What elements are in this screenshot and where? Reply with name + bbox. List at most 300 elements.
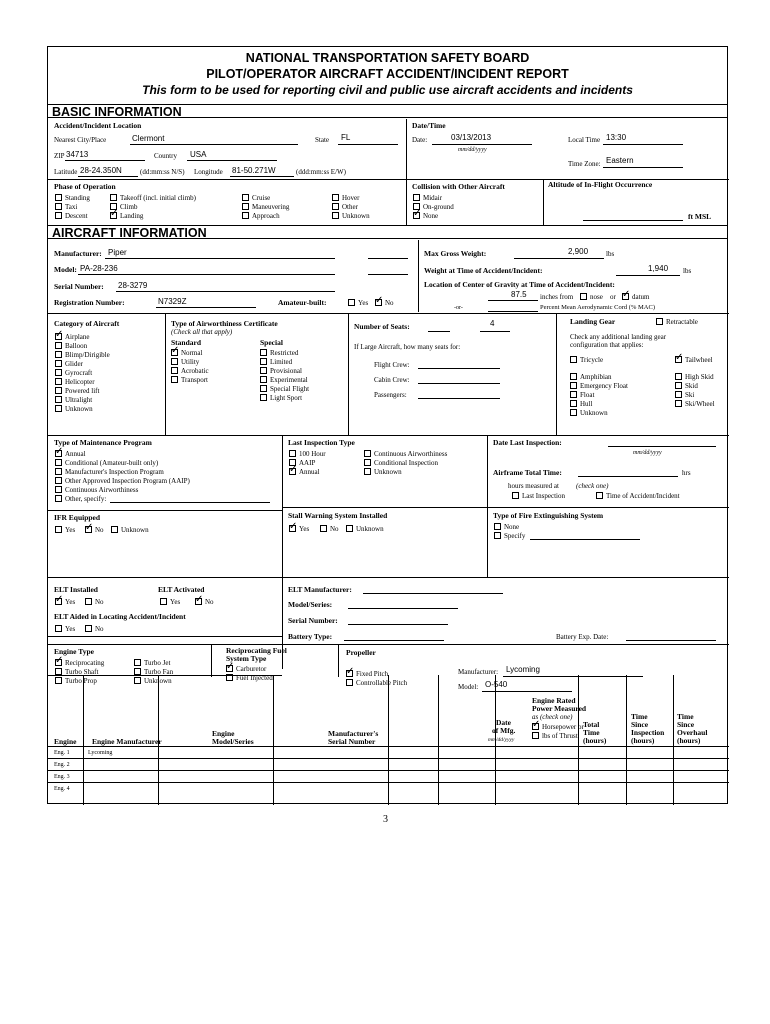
gear-retractable-label: Retractable xyxy=(666,318,698,326)
altitude-title: Altitude of In-Flight Occurrence xyxy=(548,180,653,189)
elt-aided-no-checkbox[interactable] xyxy=(85,625,92,632)
engine-turbo-shaft-label: Turbo Shaft xyxy=(65,668,99,676)
engine-manufacturer-label: Manufacturer: xyxy=(458,668,499,676)
gear-retractable-checkbox[interactable] xyxy=(656,318,663,325)
stall-warning-title: Stall Warning System Installed xyxy=(288,511,388,520)
table-col-date-line3: mm/dd/yyyy xyxy=(488,737,515,743)
table-col-total-line3: (hours) xyxy=(583,736,607,745)
table-row: Eng. 2 xyxy=(54,762,70,768)
maint-conditional-label: Conditional (Amateur-built only) xyxy=(65,459,159,467)
fire-none-checkbox[interactable] xyxy=(494,523,501,530)
table-row: Eng. 4 xyxy=(54,786,70,792)
longitude-unit: (ddd:mm:ss E/W) xyxy=(296,168,346,176)
model-value[interactable]: PA-28-236 xyxy=(80,264,118,273)
gear-high-skid-label: High Skid xyxy=(685,373,714,381)
special-label: Special xyxy=(260,338,283,347)
page-number: 3 xyxy=(383,814,388,825)
basic-information-header: BASIC INFORMATION xyxy=(48,104,727,118)
longitude-label: Longitude xyxy=(194,168,223,176)
gear-ski-label: Ski xyxy=(685,391,695,399)
phase-approach-checkbox[interactable] xyxy=(242,212,249,219)
table-col-model-line1: Engine xyxy=(212,729,235,738)
maint-manufacturer-label: Manufacturer's Inspection Program xyxy=(65,468,164,476)
special-experimental-checkbox[interactable] xyxy=(260,376,267,383)
phase-takeoff-label: Takeoff (incl. initial climb) xyxy=(120,194,196,202)
table-col-insp-line3: Inspection xyxy=(631,728,665,737)
propeller-title: Propeller xyxy=(346,648,376,657)
elt-installed-title: ELT Installed xyxy=(54,585,98,594)
measured-last-inspection-checkbox[interactable] xyxy=(512,492,519,499)
gear-emergency-float-label: Emergency Float xyxy=(580,382,628,390)
phase-standing-label: Standing xyxy=(65,194,90,202)
standard-label: Standard xyxy=(171,338,202,347)
amateur-label: Amateur-built: xyxy=(278,298,327,307)
phase-other-checkbox[interactable] xyxy=(332,203,339,210)
ifr-title: IFR Equipped xyxy=(54,513,101,522)
amateur-no-label: No xyxy=(385,299,394,307)
zip-label: ZIP xyxy=(54,152,65,160)
fire-specify-label: Specify xyxy=(504,532,526,540)
altitude-unit: ft MSL xyxy=(688,212,712,221)
measured-time-of-accident-label: Time of Accident/Incident xyxy=(606,492,680,500)
timezone-value[interactable]: Eastern xyxy=(606,156,634,165)
power-thrust-checkbox[interactable] xyxy=(532,732,539,739)
fuel-carburetor-checkbox[interactable] xyxy=(226,665,233,672)
category-balloon-label: Balloon xyxy=(65,342,88,350)
passengers-label: Passengers: xyxy=(374,391,407,399)
phase-other-label: Other xyxy=(342,203,358,211)
seats-value[interactable]: 4 xyxy=(490,319,495,328)
gear-skid-checkbox[interactable] xyxy=(675,382,682,389)
form-title: PILOT/OPERATOR AIRCRAFT ACCIDENT/INCIDENT REPORT xyxy=(206,67,569,81)
latitude-unit: (dd:mm:ss N/S) xyxy=(140,168,185,176)
special-experimental-label: Experimental xyxy=(270,376,308,384)
local-time-value[interactable]: 13:30 xyxy=(606,133,627,142)
local-time-label: Local Time xyxy=(568,136,601,144)
agency-title: NATIONAL TRANSPORTATION SAFETY BOARD xyxy=(245,51,530,65)
standard-utility-checkbox[interactable] xyxy=(171,358,178,365)
last-insp-continuous-label: Continuous Airworthiness xyxy=(374,450,448,458)
cg-nose-checkbox[interactable] xyxy=(580,293,587,300)
last-insp-annual-checkbox[interactable] xyxy=(289,468,296,475)
flight-crew-label: Flight Crew: xyxy=(374,361,410,369)
table-col-date-line2: of Mfg. xyxy=(492,726,516,735)
gear-hull-label: Hull xyxy=(580,400,593,408)
category-powered-lift-label: Powered lift xyxy=(65,387,100,395)
gear-tailwheel-label: Tailwheel xyxy=(685,356,713,364)
cg-datum-label: datum xyxy=(632,293,650,301)
state-value[interactable]: FL xyxy=(341,133,351,142)
maint-manufacturer-checkbox[interactable] xyxy=(55,468,62,475)
engine-reciprocating-label: Reciprocating xyxy=(65,659,105,667)
table-col-engine: Engine xyxy=(54,737,77,746)
phase-cruise-checkbox[interactable] xyxy=(242,194,249,201)
special-limited-checkbox[interactable] xyxy=(260,358,267,365)
category-powered-lift-checkbox[interactable] xyxy=(55,387,62,394)
ifr-yes-checkbox[interactable] xyxy=(55,526,62,533)
ifr-unknown-checkbox[interactable] xyxy=(111,526,118,533)
table-col-total-line1: Total xyxy=(583,720,600,729)
phase-standing-checkbox[interactable] xyxy=(55,194,62,201)
hours-measured-note: (check one) xyxy=(576,482,609,490)
ifr-no-label: No xyxy=(95,526,104,534)
maint-continuous-label: Continuous Airworthiness xyxy=(65,486,139,494)
category-gyrocraft-label: Gyrocraft xyxy=(65,369,93,377)
gear-unknown-label: Unknown xyxy=(580,409,608,417)
country-value[interactable]: USA xyxy=(190,150,207,159)
model-label: Model: xyxy=(54,265,77,274)
special-provisional-label: Provisional xyxy=(270,367,302,375)
category-airplane-label: Airplane xyxy=(65,333,90,341)
table-col-ovh-line2: Since xyxy=(677,720,695,729)
gear-amphibian-checkbox[interactable] xyxy=(570,373,577,380)
maint-conditional-checkbox[interactable] xyxy=(55,459,62,466)
fuel-injected-label: Fuel Injected xyxy=(236,674,273,682)
maint-other-checkbox[interactable] xyxy=(55,495,62,502)
maint-approved-label: Other Approved Inspection Program (AAIP) xyxy=(65,477,190,485)
country-label: Country xyxy=(154,152,177,160)
airworthiness-title: Type of Airworthiness Certificate xyxy=(171,319,278,328)
hours-measured-label: hours measured at xyxy=(508,482,559,490)
last-inspection-title: Last Inspection Type xyxy=(288,438,355,447)
table-col-ovh-line1: Time xyxy=(677,712,694,721)
cg-mac-label: Percent Mean Aerodynamic Cord (% MAC) xyxy=(540,304,655,311)
collision-none-label: None xyxy=(423,212,439,220)
phase-title: Phase of Operation xyxy=(54,182,116,191)
collision-none-checkbox[interactable] xyxy=(413,212,420,219)
stall-yes-checkbox[interactable] xyxy=(289,525,296,532)
phase-landing-label: Landing xyxy=(120,212,144,220)
ifr-unknown-label: Unknown xyxy=(121,526,149,534)
table-col-serial-line1: Manufacturer's xyxy=(328,729,379,738)
fuel-system-title2: System Type xyxy=(226,654,267,663)
date-format: mm/dd/yyyy xyxy=(458,147,487,153)
last-insp-annual-label: Annual xyxy=(299,468,320,476)
phase-maneuvering-label: Maneuvering xyxy=(252,203,290,211)
engine-reciprocating-checkbox[interactable] xyxy=(55,659,62,666)
last-insp-conditional-label: Conditional Inspection xyxy=(374,459,438,467)
special-limited-label: Limited xyxy=(270,358,293,366)
large-aircraft-note: If Large Aircraft, how many seats for: xyxy=(354,343,461,351)
fire-system-title: Type of Fire Extinguishing System xyxy=(493,511,604,520)
cg-inches-label: inches from xyxy=(540,293,574,301)
ifr-no-checkbox[interactable] xyxy=(85,526,92,533)
category-helicopter-label: Helicopter xyxy=(65,378,95,386)
airframe-hours-unit: hrs xyxy=(682,469,691,477)
max-gross-label: Max Gross Weight: xyxy=(424,249,487,258)
fire-specify-checkbox[interactable] xyxy=(494,532,501,539)
table-col-insp-line4: (hours) xyxy=(631,736,655,745)
phase-descent-label: Descent xyxy=(65,212,88,220)
serial-value[interactable]: 28-3279 xyxy=(118,281,148,290)
fuel-carburetor-label: Carburetor xyxy=(236,665,267,673)
gear-tricycle-checkbox[interactable] xyxy=(570,356,577,363)
city-value[interactable]: Clermont xyxy=(132,134,165,143)
table-col-insp-line2: Since xyxy=(631,720,649,729)
cg-or-label: or xyxy=(610,293,616,301)
gear-note-line2: configuration that applies: xyxy=(570,341,644,349)
gear-note-line1: Check any additional landing gear xyxy=(570,333,667,341)
fire-none-label: None xyxy=(504,523,520,531)
state-label: State xyxy=(315,136,329,144)
engine-turbo-jet-label: Turbo Jet xyxy=(144,659,171,667)
special-restricted-label: Restricted xyxy=(270,349,299,357)
elt-activated-yes-checkbox[interactable] xyxy=(160,598,167,605)
collision-midair-checkbox[interactable] xyxy=(413,194,420,201)
table-col-power-line2: Power Measured xyxy=(532,704,587,713)
category-blimp-label: Blimp/Dirigible xyxy=(65,351,110,359)
stall-unknown-checkbox[interactable] xyxy=(346,525,353,532)
gear-high-skid-checkbox[interactable] xyxy=(675,373,682,380)
phase-unknown-checkbox[interactable] xyxy=(332,212,339,219)
registration-label: Registration Number: xyxy=(54,298,125,307)
phase-climb-label: Climb xyxy=(120,203,138,211)
elt-activated-no-checkbox[interactable] xyxy=(195,598,202,605)
gear-skid-label: Skid xyxy=(685,382,698,390)
standard-normal-label: Normal xyxy=(181,349,203,357)
engine-turbo-fan-label: Turbo Fan xyxy=(144,668,174,676)
table-col-ovh-line3: Overhaul xyxy=(677,728,708,737)
cabin-crew-label: Cabin Crew: xyxy=(374,376,410,384)
elt-model-label: Model/Series: xyxy=(288,600,333,609)
gear-ski-wheel-label: Ski/Wheel xyxy=(685,400,715,408)
gear-tricycle-label: Tricycle xyxy=(580,356,604,364)
phase-hover-checkbox[interactable] xyxy=(332,194,339,201)
cg-value[interactable]: 87.5 xyxy=(511,290,527,299)
maint-annual-checkbox[interactable] xyxy=(55,450,62,457)
stall-no-label: No xyxy=(330,525,339,533)
gear-ski-wheel-checkbox[interactable] xyxy=(675,400,682,407)
datetime-title: Date/Time xyxy=(412,121,446,130)
category-glider-checkbox[interactable] xyxy=(55,360,62,367)
engine-type-title: Engine Type xyxy=(54,647,94,656)
last-insp-unknown-checkbox[interactable] xyxy=(364,468,371,475)
amateur-yes-label: Yes xyxy=(358,299,369,307)
gear-hull-checkbox[interactable] xyxy=(570,400,577,407)
table-col-manufacturer: Engine Manufacturer xyxy=(92,737,162,746)
elt-battery-label: Battery Type: xyxy=(288,632,333,641)
max-gross-unit: lbs xyxy=(606,250,615,258)
elt-installed-yes-label: Yes xyxy=(65,598,76,606)
zip-value[interactable]: 34713 xyxy=(66,150,89,159)
standard-utility-label: Utility xyxy=(181,358,200,366)
latitude-label: Latitude xyxy=(54,168,78,176)
date-last-inspection-label: Date Last Inspection: xyxy=(493,438,562,447)
table-col-power-line3: as (check one) xyxy=(532,713,573,721)
special-flight-checkbox[interactable] xyxy=(260,385,267,392)
weight-value[interactable]: 1,940 xyxy=(648,264,669,273)
engine-unknown-checkbox[interactable] xyxy=(134,677,141,684)
engine-unknown-label: Unknown xyxy=(144,677,172,685)
phase-descent-checkbox[interactable] xyxy=(55,212,62,219)
power-horsepower-checkbox[interactable] xyxy=(532,723,539,730)
gear-float-checkbox[interactable] xyxy=(570,391,577,398)
manufacturer-value[interactable]: Piper xyxy=(108,248,127,257)
last-insp-100hour-label: 100 Hour xyxy=(299,450,326,458)
engine-model-label: Model: xyxy=(458,683,479,691)
stall-unknown-label: Unknown xyxy=(356,525,384,533)
phase-maneuvering-checkbox[interactable] xyxy=(242,203,249,210)
weight-label: Weight at Time of Accident/Incident: xyxy=(424,266,543,275)
engine-turbo-jet-checkbox[interactable] xyxy=(134,659,141,666)
table-col-power-line5: lbs of Thrust xyxy=(542,732,578,740)
category-helicopter-checkbox[interactable] xyxy=(55,378,62,385)
landing-gear-title: Landing Gear xyxy=(570,317,616,326)
max-gross-value[interactable]: 2,900 xyxy=(568,247,589,256)
table-cell-manufacturer[interactable]: Lycoming xyxy=(88,750,113,756)
amateur-yes-checkbox[interactable] xyxy=(348,299,355,306)
table-col-power-line4: Horsepower or xyxy=(542,723,584,731)
table-row: Eng. 3 xyxy=(54,774,70,780)
gear-tailwheel-checkbox[interactable] xyxy=(675,356,682,363)
category-ultralight-checkbox[interactable] xyxy=(55,396,62,403)
city-label: Nearest City/Place xyxy=(54,136,107,144)
special-light-sport-checkbox[interactable] xyxy=(260,394,267,401)
manufacturer-label: Manufacturer: xyxy=(54,249,102,258)
phase-approach-label: Approach xyxy=(252,212,280,220)
elt-installed-no-label: No xyxy=(95,598,104,606)
gear-ski-checkbox[interactable] xyxy=(675,391,682,398)
table-col-insp-line1: Time xyxy=(631,712,648,721)
table-col-model-line2: Model/Series xyxy=(212,737,254,746)
collision-midair-label: Midair xyxy=(423,194,443,202)
form-subtitle: This form to be used for reporting civil and public use aircraft accidents and incidents xyxy=(142,83,633,97)
maintenance-title: Type of Maintenance Program xyxy=(54,438,152,447)
elt-installed-yes-checkbox[interactable] xyxy=(55,598,62,605)
seats-title: Number of Seats: xyxy=(354,322,410,331)
engine-turbo-prop-checkbox[interactable] xyxy=(55,677,62,684)
amateur-no-checkbox[interactable] xyxy=(375,299,382,306)
phase-landing-checkbox[interactable] xyxy=(110,212,117,219)
last-insp-continuous-checkbox[interactable] xyxy=(364,450,371,457)
engine-manufacturer-value[interactable]: Lycoming xyxy=(506,665,540,674)
category-blimp-checkbox[interactable] xyxy=(55,351,62,358)
table-col-power-line1: Engine Rated xyxy=(532,696,576,705)
standard-acrobatic-label: Acrobatic xyxy=(181,367,209,375)
table-col-ovh-line4: (hours) xyxy=(677,736,701,745)
elt-aided-no-label: No xyxy=(95,625,104,633)
propeller-controllable-label: Controllable Pitch xyxy=(356,679,408,687)
gear-unknown-checkbox[interactable] xyxy=(570,409,577,416)
gear-emergency-float-checkbox[interactable] xyxy=(570,382,577,389)
elt-battery-exp-label: Battery Exp. Date: xyxy=(556,633,609,641)
weight-unit: lbs xyxy=(683,267,692,275)
special-flight-label: Special Flight xyxy=(270,385,310,393)
last-insp-aaip-label: AAIP xyxy=(299,459,316,467)
phase-taxi-checkbox[interactable] xyxy=(55,203,62,210)
propeller-controllable-checkbox[interactable] xyxy=(346,679,353,686)
cg-or2-label: -or- xyxy=(454,305,463,311)
last-insp-100hour-checkbox[interactable] xyxy=(289,450,296,457)
measured-time-of-accident-checkbox[interactable] xyxy=(596,492,603,499)
category-airplane-checkbox[interactable] xyxy=(55,333,62,340)
standard-acrobatic-checkbox[interactable] xyxy=(171,367,178,374)
maint-continuous-checkbox[interactable] xyxy=(55,486,62,493)
elt-aided-yes-label: Yes xyxy=(65,625,76,633)
category-ultralight-label: Ultralight xyxy=(65,396,93,404)
airworthiness-note: (Check all that apply) xyxy=(171,328,233,336)
accident-report-form xyxy=(47,46,728,804)
elt-activated-no-label: No xyxy=(205,598,214,606)
elt-aided-yes-checkbox[interactable] xyxy=(55,625,62,632)
gear-amphibian-label: Amphibian xyxy=(580,373,612,381)
location-title: Accident/Incident Location xyxy=(54,121,142,130)
collision-title: Collision with Other Aircraft xyxy=(412,182,505,191)
cg-label: Location of Center of Gravity at Time of Accident/Incident: xyxy=(424,280,615,289)
special-restricted-checkbox[interactable] xyxy=(260,349,267,356)
stall-no-checkbox[interactable] xyxy=(320,525,327,532)
engine-turbo-shaft-checkbox[interactable] xyxy=(55,668,62,675)
special-provisional-checkbox[interactable] xyxy=(260,367,267,374)
engine-turbo-fan-checkbox[interactable] xyxy=(134,668,141,675)
date-label: Date: xyxy=(412,136,428,144)
aircraft-information-header: AIRCRAFT INFORMATION xyxy=(48,225,727,239)
propeller-fixed-checkbox[interactable] xyxy=(346,670,353,677)
registration-value[interactable]: N7329Z xyxy=(158,297,187,306)
phase-hover-label: Hover xyxy=(342,194,360,202)
cg-datum-checkbox[interactable] xyxy=(622,293,629,300)
cg-nose-label: nose xyxy=(590,293,603,301)
phase-takeoff-checkbox[interactable] xyxy=(110,194,117,201)
maint-annual-label: Annual xyxy=(65,450,86,458)
category-balloon-checkbox[interactable] xyxy=(55,342,62,349)
date-last-inspection-format: mm/dd/yyyy xyxy=(633,450,662,456)
phase-taxi-label: Taxi xyxy=(65,203,78,211)
last-insp-conditional-checkbox[interactable] xyxy=(364,459,371,466)
airframe-total-label: Airframe Total Time: xyxy=(493,468,562,477)
table-row: Eng. 1 xyxy=(54,750,70,756)
phase-cruise-label: Cruise xyxy=(252,194,271,202)
elt-aided-title: ELT Aided in Locating Accident/Incident xyxy=(54,612,186,621)
engine-model-value[interactable]: O-540 xyxy=(485,680,508,689)
maint-other-label: Other, specify: xyxy=(65,495,107,503)
engine-turbo-prop-label: Turbo Prop xyxy=(65,677,97,685)
table-col-serial-line2: Serial Number xyxy=(328,737,376,746)
date-value[interactable]: 03/13/2013 xyxy=(451,133,492,142)
propeller-fixed-label: Fixed Pitch xyxy=(356,670,389,678)
longitude-value[interactable]: 81-50.271W xyxy=(232,166,276,175)
special-light-sport-label: Light Sport xyxy=(270,394,303,402)
table-col-total-line2: Time xyxy=(583,728,600,737)
fuel-system-title: Reciprocating Fuel xyxy=(226,646,287,655)
category-title: Category of Aircraft xyxy=(54,319,120,328)
phase-unknown-label: Unknown xyxy=(342,212,370,220)
serial-label: Serial Number: xyxy=(54,282,104,291)
elt-serial-label: Serial Number: xyxy=(288,616,338,625)
elt-activated-yes-label: Yes xyxy=(170,598,181,606)
table-col-date-line1: Date xyxy=(496,718,511,727)
gear-float-label: Float xyxy=(580,391,595,399)
timezone-label: Time Zone: xyxy=(568,160,601,168)
maint-approved-checkbox[interactable] xyxy=(55,477,62,484)
elt-activated-title: ELT Activated xyxy=(158,585,205,594)
category-glider-label: Glider xyxy=(65,360,83,368)
standard-transport-label: Transport xyxy=(181,376,208,384)
category-unknown-label: Unknown xyxy=(65,405,93,413)
elt-manufacturer-label: ELT Manufacturer: xyxy=(288,585,352,594)
category-unknown-checkbox[interactable] xyxy=(55,405,62,412)
elt-installed-no-checkbox[interactable] xyxy=(85,598,92,605)
standard-normal-checkbox[interactable] xyxy=(171,349,178,356)
standard-transport-checkbox[interactable] xyxy=(171,376,178,383)
ifr-yes-label: Yes xyxy=(65,526,76,534)
collision-onground-label: On-ground xyxy=(423,203,454,211)
measured-last-inspection-label: Last Inspection xyxy=(522,492,565,500)
last-insp-unknown-label: Unknown xyxy=(374,468,402,476)
latitude-value[interactable]: 28-24.350N xyxy=(80,166,122,175)
stall-yes-label: Yes xyxy=(299,525,310,533)
category-gyrocraft-checkbox[interactable] xyxy=(55,369,62,376)
